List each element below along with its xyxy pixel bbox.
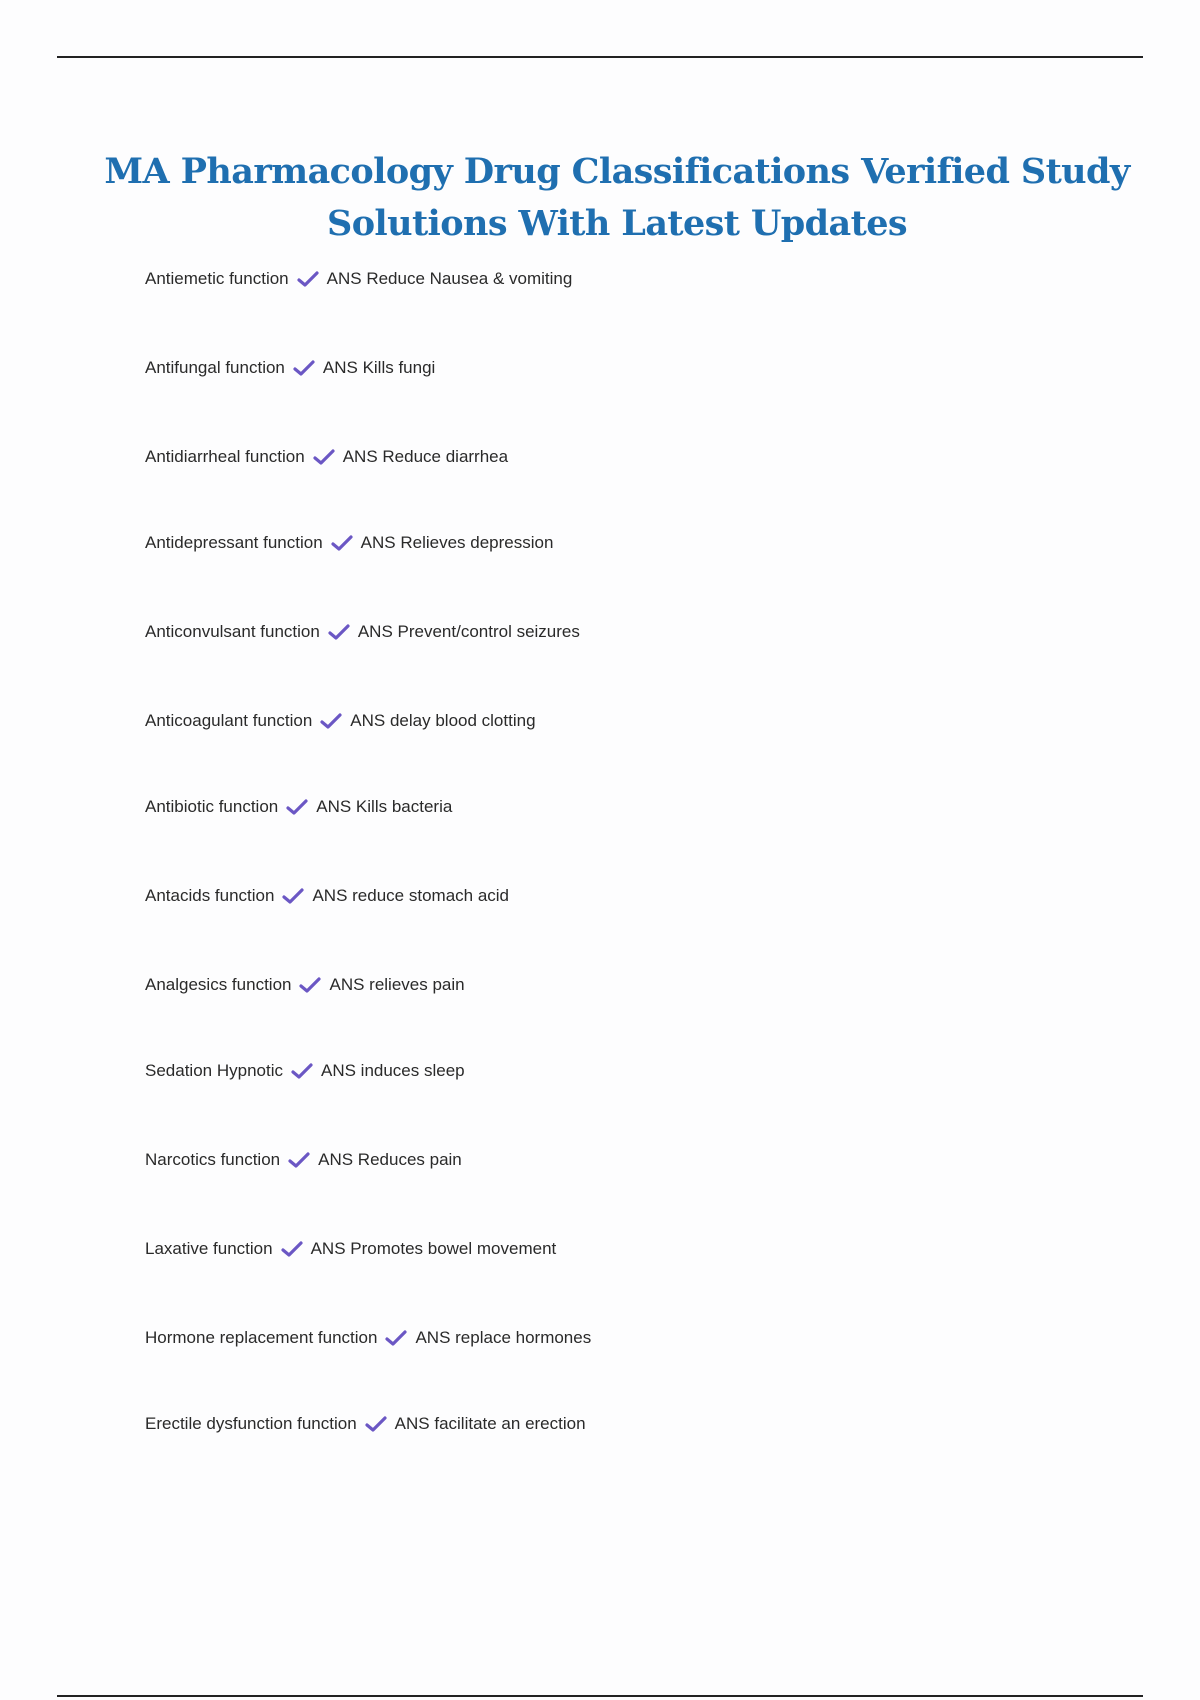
answer-text: ANS reduce stomach acid — [312, 886, 510, 905]
checkmark-icon — [288, 1151, 310, 1169]
question-text: Anticonvulsant function — [145, 622, 320, 641]
answer-text: ANS Prevent/control seizures — [357, 622, 580, 641]
qa-item — [145, 357, 435, 379]
qa-item — [145, 268, 572, 290]
checkmark-icon — [385, 1329, 407, 1347]
question-text: Analgesics function — [145, 975, 292, 994]
answer-text: ANS replace hormones — [415, 1328, 592, 1347]
question-text: Antidepressant function — [145, 533, 323, 552]
qa-item — [145, 710, 536, 732]
question-text: Antiemetic function — [145, 269, 289, 288]
top-rule — [57, 56, 1143, 58]
checkmark-icon — [297, 270, 319, 288]
answer-text: ANS Reduce diarrhea — [342, 447, 509, 466]
qa-item — [145, 532, 553, 554]
answer-text: ANS Reduce Nausea & vomiting — [326, 269, 573, 288]
question-text: Erectile dysfunction function — [145, 1414, 357, 1433]
document-title: MA Pharmacology Drug Classifications Verified Study Solutions With Latest Updates — [104, 151, 1130, 244]
question-text: Antacids function — [145, 886, 275, 905]
checkmark-icon — [286, 798, 308, 816]
checkmark-icon — [328, 623, 350, 641]
question-text: Antifungal function — [145, 358, 285, 377]
checkmark-icon — [291, 1062, 313, 1080]
qa-item — [145, 621, 580, 643]
qa-item — [145, 1149, 462, 1171]
qa-item — [145, 1413, 586, 1435]
answer-text: ANS delay blood clotting — [350, 711, 536, 730]
answer-text: ANS facilitate an erection — [394, 1414, 586, 1433]
checkmark-icon — [293, 359, 315, 377]
answer-text: ANS Promotes bowel movement — [310, 1239, 557, 1258]
checkmark-icon — [365, 1415, 387, 1433]
answer-text: ANS Kills fungi — [322, 358, 436, 377]
checkmark-icon — [281, 1240, 303, 1258]
checkmark-icon — [282, 887, 304, 905]
answer-text: ANS Kills bacteria — [316, 797, 453, 816]
checkmark-icon — [331, 534, 353, 552]
answer-text: ANS relieves pain — [329, 975, 465, 994]
qa-item — [145, 974, 465, 996]
checkmark-icon — [299, 976, 321, 994]
qa-item — [145, 446, 508, 468]
qa-item — [145, 885, 509, 907]
question-text: Antibiotic function — [145, 797, 279, 816]
qa-item — [145, 1327, 591, 1349]
question-text: Antidiarrheal function — [145, 447, 305, 466]
qa-item — [145, 1238, 556, 1260]
question-text: Hormone replacement function — [145, 1328, 378, 1347]
question-text: Laxative function — [145, 1239, 273, 1258]
qa-item — [145, 796, 452, 818]
question-text: Narcotics function — [145, 1150, 281, 1169]
qa-item — [145, 1060, 465, 1082]
bottom-rule — [57, 1695, 1143, 1697]
answer-text: ANS Reduces pain — [318, 1150, 462, 1169]
question-text: Anticoagulant function — [145, 711, 313, 730]
checkmark-icon — [320, 712, 342, 730]
answer-text: ANS Relieves depression — [360, 533, 554, 552]
answer-text: ANS induces sleep — [320, 1061, 465, 1080]
checkmark-icon — [313, 448, 335, 466]
question-text: Sedation Hypnotic — [145, 1061, 283, 1080]
